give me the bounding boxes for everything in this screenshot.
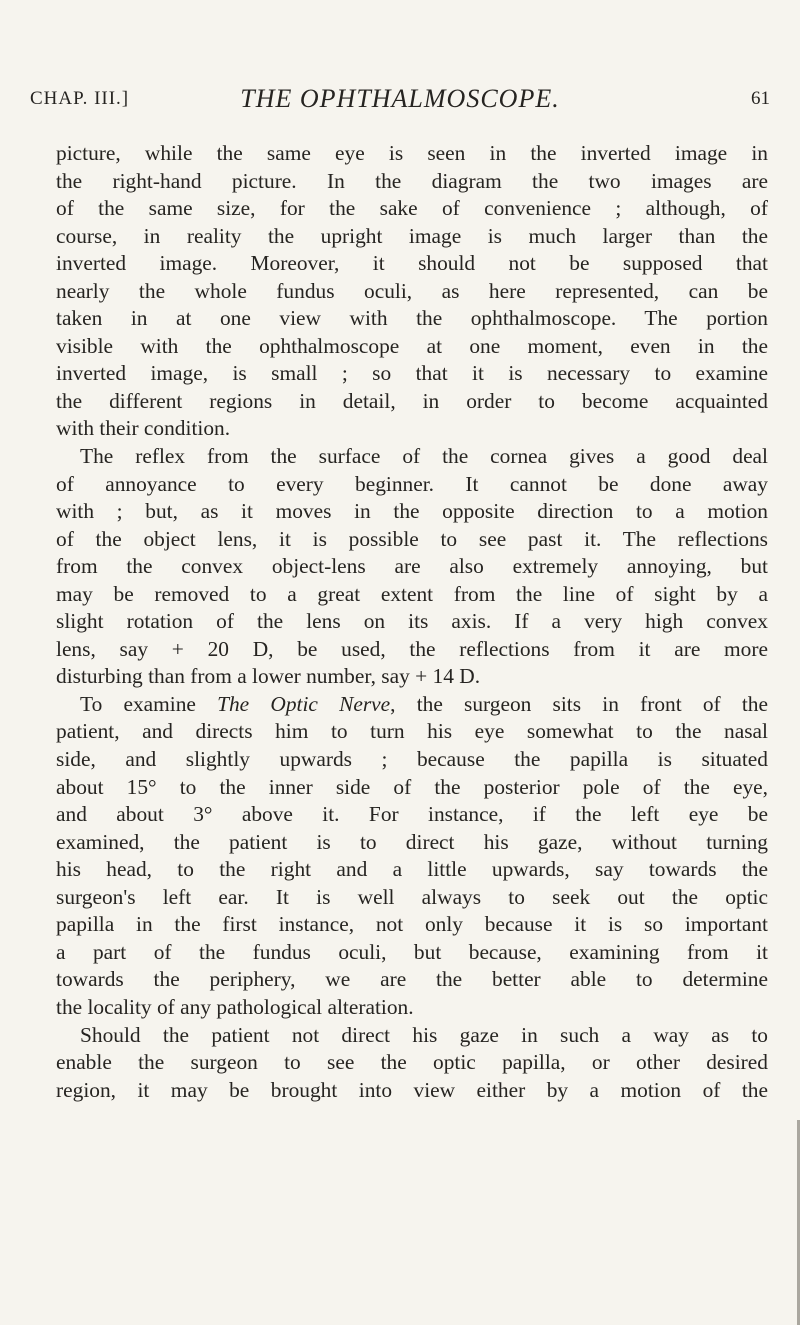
text-line: of annoyance to every beginner. It cannot be done away [56,471,768,496]
body-text [56,140,768,1104]
text-line: Should the patient not direct his gaze in such a way as to [80,1022,768,1047]
text-line: slight rotation of the lens on its axis. If a very high convex [56,609,768,634]
text-line: his head, to the right and a little upwards, say towards the [56,857,768,882]
text-line: enable the surgeon to see the optic papilla, or other desired [56,1050,768,1075]
text-line: examined, the patient is to direct his gaze, without turning [56,829,768,854]
running-head [30,84,770,118]
text-line: picture, while the same eye is seen in the inverted image in [56,141,768,165]
text-line: and about 3° above it. For instance, if the left eye be [56,802,768,827]
text-line: visible with the ophthalmoscope at one moment, even in the [56,333,768,358]
text-segment: To examine [80,691,218,716]
text-line: patient, and directs him to turn his eye somewhat to the nasal [56,719,768,744]
page-number: 61 [751,88,770,109]
text-line: side, and slightly upwards ; because the papilla is situated [56,747,768,772]
text-line: course, in reality the upright image is much larger than the [56,223,768,248]
text-segment: , the surgeon sits in front of the [390,691,768,716]
text-line: lens, say + 20 D, be used, the reflections from it are more [56,636,768,661]
text-line: of the same size, for the sake of convenience ; although, of [56,196,768,221]
text-line: the different regions in detail, in order to become acquainted [56,388,768,413]
text-line: nearly the whole fundus oculi, as here represented, can be [56,278,768,303]
text-line: towards the periphery, we are the better able to determine [56,967,768,992]
italic-term: The Optic Nerve [217,691,391,716]
text-line: a part of the fundus oculi, but because, examining from it [56,939,768,964]
text-line: about 15° to the inner side of the posterior pole of the eye, [56,774,768,799]
chapter-label: CHAP. III.] [30,88,130,109]
text-line: the locality of any pathological alteration. [56,994,414,1019]
text-line: with their condition. [56,416,231,441]
text-line: papilla in the first instance, not only because it is so important [56,912,768,937]
text-line: The reflex from the surface of the cornea gives a good deal [80,444,768,469]
text-line: inverted image, is small ; so that it is necessary to examine [56,361,768,386]
text-line [56,691,768,719]
text-line: from the convex object-lens are also extremely annoying, but [56,554,768,579]
text-line: surgeon's left ear. It is well always to seek out the optic [56,884,768,909]
text-line: the right-hand picture. In the diagram the two images are [56,168,768,193]
text-line: with ; but, as it moves in the opposite direction to a motion [56,499,768,524]
text-line: of the object lens, it is possible to see past it. The reflections [56,526,768,551]
text-line: taken in at one view with the ophthalmoscope. The portion [56,306,768,331]
text-line: inverted image. Moreover, it should not be supposed that [56,251,768,276]
running-title: THE OPHTHALMOSCOPE. [240,84,560,113]
text-line: disturbing than from a lower number, say + 14 D. [56,664,481,689]
text-line: may be removed to a great extent from the line of sight by a [56,581,768,606]
text-line: region, it may be brought into view either by a motion of the [56,1077,768,1102]
